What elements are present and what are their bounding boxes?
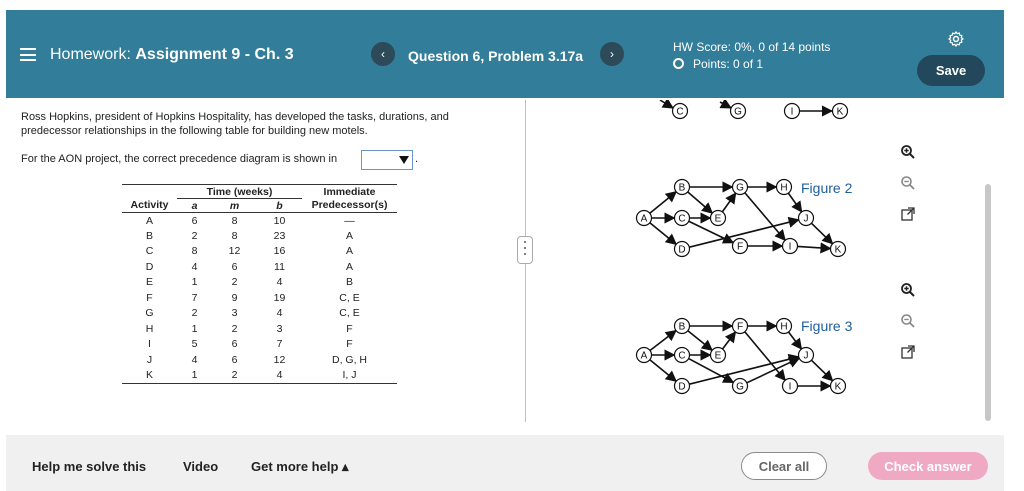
points-status [673, 57, 763, 71]
node-label-D: D [678, 381, 686, 393]
node-label-E: E [714, 350, 722, 362]
arrow-stub-G [720, 102, 731, 108]
clear-all-button[interactable]: Clear all [741, 452, 827, 480]
arrow-H-J [788, 193, 801, 212]
cell-a: 1 [191, 322, 198, 335]
status-circle-icon [673, 58, 684, 69]
table-group-pred: Immediate [302, 185, 397, 199]
cell-pred: F [346, 338, 353, 351]
cell-activity: K [122, 368, 177, 384]
popout-icon[interactable] [900, 206, 916, 222]
node-label-I: I [788, 381, 792, 393]
col-pred: Predecessor(s) [302, 199, 397, 213]
cell-a: 6 [191, 214, 198, 227]
cell-a: 4 [191, 353, 198, 366]
zoom-out-icon[interactable] [900, 175, 916, 191]
cell-b: 19 [273, 291, 286, 304]
cell-a: 2 [191, 229, 198, 242]
table-row [122, 259, 397, 275]
cell-b: 4 [276, 307, 283, 320]
intro-paragraph: Ross Hopkins, president of Hopkins Hospitality, has developed the tasks, durations, and predecessor relationships in the following table for building new motels. [21, 111, 449, 137]
cell-activity: I [148, 338, 151, 351]
node-label-A: A [640, 213, 648, 225]
node-label-G: G [736, 182, 744, 194]
title-main: Assignment 9 - Ch. 3 [135, 46, 294, 63]
cell-a: 5 [191, 338, 198, 351]
cell-b: 4 [276, 276, 283, 289]
table-body [122, 213, 397, 384]
node-label-I: I [788, 241, 792, 253]
cell-b: 23 [273, 229, 286, 242]
node-label-D: D [678, 244, 686, 256]
cell-activity: J [146, 353, 153, 366]
node-label-C: C [678, 213, 686, 225]
cell-activity: A [145, 214, 153, 227]
node-label-E: E [714, 213, 722, 225]
table-row [122, 352, 397, 368]
arrow-E-G [722, 193, 735, 212]
arrow-A-D [650, 223, 676, 245]
video-link[interactable]: Video [183, 459, 219, 474]
table-row [122, 290, 397, 306]
table-header-blank [122, 185, 177, 199]
cell-activity: G [145, 307, 154, 320]
popout-icon[interactable] [900, 344, 916, 360]
cell-m: 8 [231, 229, 238, 242]
col-activity: Activity [122, 199, 177, 213]
table-row [122, 275, 397, 291]
cell-activity: B [145, 229, 153, 242]
table-row [122, 337, 397, 353]
cell-m: 2 [231, 322, 238, 335]
col-a: a [177, 199, 212, 213]
figure-2-label: Figure 2 [801, 180, 853, 196]
cell-m: 6 [231, 338, 238, 351]
node-label-H: H [780, 182, 788, 194]
footer-bar [6, 435, 1004, 491]
cell-a: 2 [191, 307, 198, 320]
arrow-A-B [650, 192, 676, 214]
cell-a: 7 [191, 291, 198, 304]
get-more-help-link[interactable]: Get more help ▴ [251, 459, 349, 474]
node-label-F: F [736, 241, 744, 253]
cell-m: 2 [212, 368, 257, 384]
answer-dropdown[interactable] [361, 150, 413, 170]
arrow-stub-C [660, 100, 673, 108]
figure-1-partial [640, 100, 860, 122]
arrow-H-J [789, 332, 802, 349]
points-text: Points: 0 of 1 [693, 57, 764, 71]
col-m: m [212, 199, 257, 213]
table-row [122, 306, 397, 322]
node-label-I: I [790, 106, 794, 118]
table-row [122, 228, 397, 244]
figure-3-label: Figure 3 [801, 318, 853, 334]
table-row [122, 213, 397, 229]
hamburger-icon[interactable] [20, 48, 36, 61]
cell-pred: A [345, 245, 353, 258]
arrow-A-D [650, 360, 676, 382]
zoom-in-icon[interactable] [900, 144, 916, 160]
arrow-B-E [688, 192, 713, 213]
cell-b: 10 [273, 214, 286, 227]
cell-activity: D [145, 260, 154, 273]
arrow-E-F [723, 332, 736, 349]
node-label-K: K [836, 106, 844, 118]
arrow-J-K [811, 223, 832, 244]
header-bar [6, 10, 1004, 98]
cell-m: 6 [231, 260, 238, 273]
cell-activity: H [145, 322, 154, 335]
node-label-K: K [834, 381, 842, 393]
cell-m: 8 [231, 214, 238, 227]
cell-pred: A [345, 260, 353, 273]
save-button[interactable]: Save [917, 55, 985, 86]
prompt-period: . [415, 153, 419, 165]
question-label: Question 6, Problem 3.17a [408, 48, 584, 64]
arrow-C-F [689, 221, 733, 242]
cell-pred: A [345, 229, 353, 242]
cell-activity: E [145, 276, 153, 289]
node-label-A: A [640, 350, 648, 362]
node-label-F: F [736, 321, 744, 333]
node-label-G: G [734, 106, 742, 118]
cell-pred: C, E [339, 307, 360, 320]
cell-b: 16 [273, 245, 286, 258]
cell-m: 2 [231, 276, 238, 289]
activity-table [122, 184, 397, 384]
cell-m: 12 [228, 245, 241, 258]
title-prefix: Homework: [50, 46, 131, 63]
cell-pred: D, G, H [331, 353, 367, 366]
node-label-G: G [736, 381, 744, 393]
node-label-C: C [678, 350, 686, 362]
cell-pred: F [346, 322, 353, 335]
cell-b: 12 [273, 353, 286, 366]
node-label-H: H [780, 321, 788, 333]
arrow-I-K [797, 246, 830, 248]
zoom-in-icon[interactable] [900, 282, 916, 298]
hw-score: HW Score: 0%, 0 of 14 points [673, 40, 831, 54]
node-label-K: K [834, 244, 842, 256]
cell-m: 9 [231, 291, 238, 304]
question-text [21, 108, 511, 138]
cell-pred: — [344, 214, 355, 227]
zoom-out-icon[interactable] [900, 313, 916, 329]
cell-b: 4 [257, 368, 302, 384]
dropdown-arrow-icon [399, 156, 409, 164]
gear-icon[interactable] [947, 30, 965, 48]
cell-a: 1 [177, 368, 212, 384]
arrow-G-I [745, 193, 785, 241]
cell-pred: I, J [302, 368, 397, 384]
table-row [122, 368, 397, 384]
node-label-J: J [803, 213, 809, 225]
arrow-J-K [811, 360, 832, 381]
cell-b: 11 [274, 260, 285, 273]
arrow-A-B [650, 331, 676, 351]
table-row [122, 244, 397, 260]
prev-question-button[interactable]: ‹ [371, 42, 395, 66]
cell-a: 4 [191, 260, 198, 273]
cell-m: 6 [231, 353, 238, 366]
node-label-J: J [803, 350, 809, 362]
cell-m: 3 [231, 307, 238, 320]
cell-b: 7 [276, 338, 283, 351]
next-question-button[interactable]: › [600, 42, 624, 66]
check-answer-button[interactable]: Check answer [868, 452, 988, 480]
arrow-B-E [688, 331, 712, 351]
node-label-B: B [678, 182, 686, 194]
scrollbar[interactable] [985, 184, 991, 421]
help-me-solve-link[interactable]: Help me solve this [32, 459, 147, 474]
col-b: b [257, 199, 302, 213]
table-group-time: Time (weeks) [177, 185, 302, 199]
cell-a: 1 [191, 276, 198, 289]
node-label-C: C [676, 106, 684, 118]
cell-pred: B [345, 276, 353, 289]
assignment-title [50, 46, 294, 64]
arrow-F-I [745, 332, 785, 380]
node-label-B: B [678, 321, 686, 333]
cell-a: 8 [191, 245, 198, 258]
prompt-text: For the AON project, the correct precedence diagram is shown in [21, 153, 338, 165]
cell-activity: F [146, 291, 153, 304]
cell-b: 3 [276, 322, 283, 335]
cell-pred: C, E [339, 291, 360, 304]
cell-activity: C [145, 245, 154, 258]
pane-resize-handle[interactable] [517, 236, 533, 264]
table-row [122, 321, 397, 337]
